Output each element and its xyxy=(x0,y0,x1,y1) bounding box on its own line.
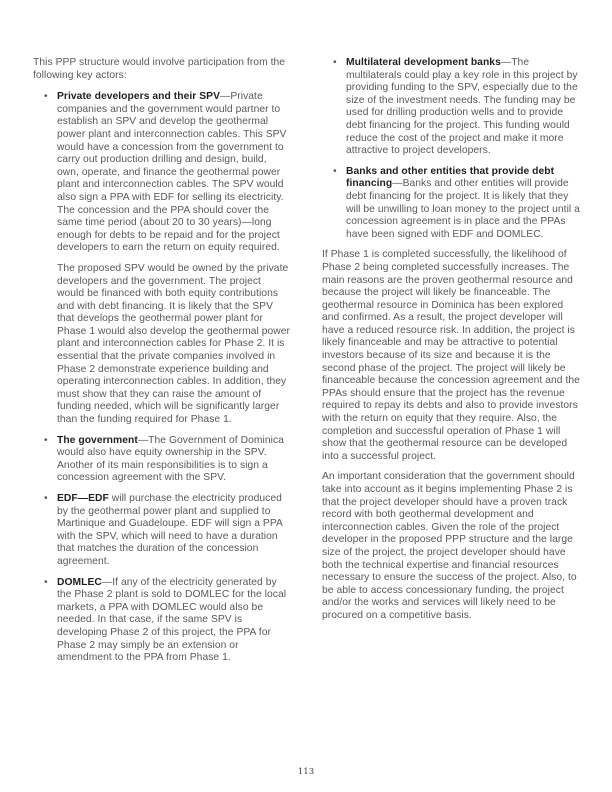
bullet-rest: —Private companies and the government would partner to establish an SPV and develop the geothermal power plant and interconnection cables. This SPV would have a concession from the government to carry out production drilling and design, build, own, operate, and finance the geothermal power plant and interconnection cables. The SPV would also sign a PPA with EDF for selling its electricity. The concession and the PPA should cover the same time period (about 20 to 30 years)—long enough for debts to be repaid and for the project developers to earn the return on equity required. xyxy=(57,91,287,254)
bullet-marker: • xyxy=(44,493,48,504)
bullet-marker: • xyxy=(44,576,48,588)
page-content xyxy=(33,57,580,673)
bullet-lead: DOMLEC xyxy=(57,576,102,588)
bullet-marker: • xyxy=(333,57,337,68)
bullet-continuation-paragraph: The proposed SPV would be owned by the private developers and the government. The project would be financed with both equity contributions and with debt financing. It is likely that the SPV that develops the geothermal power plant for Phase 1 would also develop the geothermal power plant and interconnection cables for Phase 2. It is essential that the private companies involved in Phase 2 demonstrate experience building and operating interconnection cables. In addition, they must show that they can raise the amount of funding needed, which will be significantly larger than the funding required for Phase 1. xyxy=(57,262,291,426)
left-column xyxy=(33,57,291,673)
bullet-text xyxy=(57,577,291,665)
bullet-lead: EDF—EDF xyxy=(57,493,109,504)
bullet-rest: will purchase the electricity produced by the geothermal power plant and supplied to Martinique and Guadeloupe. EDF will sign a PPA with the SPV, which will need to have a duration that matches the duration of the concession agreement. xyxy=(57,493,283,567)
bullet-rest: —If any of the electricity generated by the Phase 2 plant is sold to DOMLEC for the local markets, a PPA with DOMLEC would also be needed. In that case, if the same SPV is developing Phase 2 of this project, the PPA for Phase 2 may simply be an extension or amendment to the PPA from Phase 1. xyxy=(57,576,287,664)
bullet-text xyxy=(346,166,580,242)
body-paragraph-government-consideration: An important consideration that the government should take into account as it begins implementing Phase 2 is that the project developer should have a proven track record with both geothermal development and interconnection cables. Given the role of the project developer in the proposed PPP structure and the large size of the project, the project developer should have both the technical expertise and financial resources necessary to ensure the success of the project. Also, to be able to access concessionary funding, the project and/or the works and services will likely need to be procured on a competitive basis. xyxy=(322,471,577,621)
bullet-paragraph xyxy=(57,577,291,665)
bullet-marker: • xyxy=(44,434,48,446)
bullet-paragraph xyxy=(57,435,291,485)
bullet-text xyxy=(57,91,291,426)
bullet-marker: • xyxy=(333,165,337,177)
bullet-paragraph xyxy=(57,493,291,569)
bullet-text xyxy=(57,435,291,485)
bullet-item-edf xyxy=(33,493,291,569)
bullet-paragraph xyxy=(346,166,580,242)
bullet-lead: The government xyxy=(57,434,138,446)
bullet-marker: • xyxy=(44,91,48,103)
right-column xyxy=(322,57,580,673)
bullet-text xyxy=(57,493,291,569)
bullet-rest: —The multilaterals could play a key role in this project by providing funding to the SPV, especially due to the size of the investment needs. The funding may be used for drilling production wells and to provide debt financing for the project. This funding would reduce the cost of the project and make it more attractive to project developers. xyxy=(346,57,578,157)
bullet-paragraph xyxy=(346,57,580,158)
bullet-item-the-government xyxy=(33,435,291,485)
bullet-item-domlec xyxy=(33,577,291,665)
bullet-rest: —The Government of Dominica would also have equity ownership in the SPV. Another of its main responsibilities is to sign a concession agreement with the SPV. xyxy=(57,434,284,484)
bullet-paragraph xyxy=(57,91,291,255)
bullet-text xyxy=(346,57,580,158)
intro-paragraph: This PPP structure would involve participation from the following key actors: xyxy=(33,57,286,81)
bullet-lead: Banks and other entities that provide debt financing xyxy=(346,165,555,190)
bullet-lead: Private developers and their SPV xyxy=(57,91,220,103)
bullet-item-multilateral-development-banks xyxy=(322,57,580,158)
page-number: 113 xyxy=(297,767,315,777)
bullet-item-banks-debt-financing xyxy=(322,166,580,242)
body-paragraph-phase1-success: If Phase 1 is completed successfully, the likelihood of Phase 2 being completed successfully increases. The main reasons are the proven geothermal resource and because the project will likely be financeable. The geothermal resource in Dominica has been explored and confirmed. As a result, the project developer will have a reduced resource risk. In addition, the project is likely financeable and may be attractive to potential investors because of its size and because it is the second phase of the project. The project will likely be financeable because the concession agreement and the PPAs should ensure that the project has the revenue required to repay its debts and also to provide investors with the return on equity that they require. Also, the completion and successful operation of Phase 1 will show that the geothermal resource can be developed into a successful project. xyxy=(322,249,580,462)
bullet-lead: Multilateral development banks xyxy=(346,57,501,68)
bullet-item-private-developers-spv xyxy=(33,91,291,426)
bullet-rest: —Banks and other entities will provide debt financing for the project. It is likely that they will be unwilling to loan money to the project until a concession agreement is in place and the PPAs have been signed with EDF and DOMLEC. xyxy=(346,178,580,240)
